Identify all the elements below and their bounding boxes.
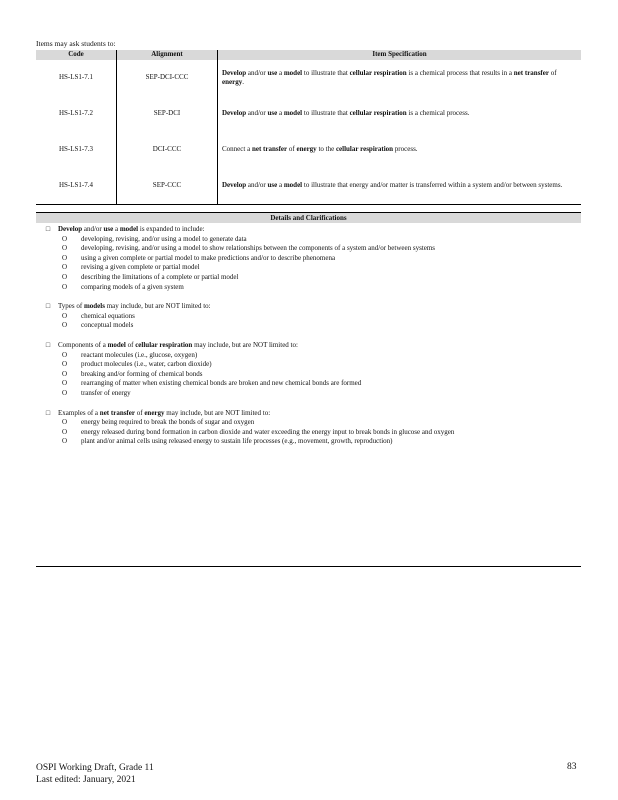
bold-term: model: [283, 68, 303, 77]
bold-term: net transfer: [99, 408, 135, 417]
bold-term: Develop: [58, 225, 83, 233]
section-heading: [36, 225, 581, 235]
sub-list: [36, 418, 581, 447]
list-item: [36, 273, 581, 283]
table-row: [36, 132, 581, 168]
list-item-text: breaking and/or forming of chemical bonds: [81, 369, 203, 378]
circle-bullet-icon: O: [62, 427, 68, 436]
section-heading-text: Examples of a net transfer of energy may include, but are NOT limited to:: [58, 408, 271, 417]
list-item-text: developing, revising, and/or using a model to show relationships between the components of a system and/or between systems: [81, 244, 436, 253]
list-item-text: energy released during bond formation in carbon dioxide and water exceeding the energy input to break bonds in glucose and oxygen: [81, 427, 455, 436]
section-heading-text: Components of a model of cellular respiration may include, but are NOT limited to:: [58, 340, 298, 349]
list-item-text: comparing models of a given system: [81, 282, 184, 291]
bold-term: use: [267, 68, 278, 77]
circle-bullet-icon: O: [62, 379, 68, 388]
bold-term: Develop: [222, 68, 247, 77]
section-heading: [36, 341, 581, 351]
item-specification-table: [36, 50, 581, 205]
list-item-text: product molecules (i.e., water, carbon dioxide): [81, 360, 212, 369]
bold-term: energy: [296, 145, 317, 154]
list-item: [36, 360, 581, 370]
sub-list: [36, 235, 581, 293]
table-row: [36, 168, 581, 205]
square-bullet-icon: □: [45, 225, 51, 233]
details-section: [36, 302, 581, 331]
footer-last-edited: Last edited: January, 2021: [36, 775, 136, 785]
page-footer: [36, 762, 154, 786]
bold-term: net transfer: [513, 68, 549, 77]
intro-text: Items may ask students to:: [36, 39, 116, 48]
circle-bullet-icon: O: [62, 437, 68, 446]
list-item: [36, 437, 581, 447]
sub-list: [36, 351, 581, 399]
list-item-text: chemical equations: [81, 311, 135, 320]
bold-term: Develop: [222, 181, 247, 190]
square-bullet-icon: □: [45, 408, 51, 417]
column-header-code: Code: [36, 50, 117, 60]
circle-bullet-icon: O: [62, 350, 68, 359]
list-item: [36, 235, 581, 245]
list-item: [36, 321, 581, 331]
list-item-text: rearranging of matter when existing chemical bonds are broken and new chemical bonds are formed: [81, 379, 362, 388]
list-item: [36, 370, 581, 380]
circle-bullet-icon: O: [62, 321, 68, 330]
circle-bullet-icon: O: [62, 418, 68, 427]
bold-term: energy: [222, 78, 243, 86]
bold-term: use: [103, 225, 114, 233]
details-section: [36, 341, 581, 399]
page-number: 83: [567, 762, 577, 772]
list-item-text: developing, revising, and/or using a model to generate data: [81, 234, 247, 243]
list-item-text: transfer of energy: [81, 388, 131, 397]
bold-term: use: [267, 109, 278, 118]
bold-term: model: [283, 109, 303, 118]
sub-list: [36, 312, 581, 331]
list-item: [36, 254, 581, 264]
bold-term: models: [83, 302, 105, 311]
list-item-text: energy being required to break the bonds of sugar and oxygen: [81, 418, 255, 427]
row-item-specification: Develop and/or use a model to illustrate that energy and/or matter is transferred within a system and/or between systems.: [218, 168, 582, 205]
row-alignment: DCI-CCC: [117, 132, 218, 168]
circle-bullet-icon: O: [62, 311, 68, 320]
bold-term: Develop: [222, 109, 247, 118]
circle-bullet-icon: O: [62, 369, 68, 378]
bold-term: model: [283, 181, 303, 190]
details-and-clarifications-body: [36, 225, 581, 457]
row-code: HS-LS1-7.1: [58, 73, 94, 82]
row-alignment: SEP-DCI: [117, 96, 218, 132]
circle-bullet-icon: O: [62, 282, 68, 291]
list-item: [36, 244, 581, 254]
row-alignment: SEP-DCI-CCC: [117, 60, 218, 96]
row-item-specification: Develop and/or use a model to illustrate that cellular respiration is a chemical process that results in a net transfer of energy.: [222, 68, 557, 86]
footer-draft-label: OSPI Working Draft, Grade 11: [36, 763, 154, 773]
details-and-clarifications-header: Details and Clarifications: [36, 212, 581, 223]
square-bullet-icon: □: [45, 302, 51, 311]
list-item-text: describing the limitations of a complete or partial model: [81, 272, 239, 281]
list-item-text: using a given complete or partial model to make predictions and/or to describe phenomena: [81, 253, 336, 262]
bold-term: energy: [144, 408, 165, 417]
bold-term: cellular respiration: [335, 145, 394, 154]
table-row: [36, 60, 581, 96]
bold-term: net transfer: [251, 145, 288, 154]
details-section: [36, 409, 581, 447]
list-item: [36, 418, 581, 428]
circle-bullet-icon: O: [62, 263, 68, 272]
table-header-row: [36, 50, 581, 60]
circle-bullet-icon: O: [62, 360, 68, 369]
list-item: [36, 428, 581, 438]
list-item: [36, 379, 581, 389]
circle-bullet-icon: O: [62, 272, 68, 281]
section-heading: [36, 302, 581, 312]
list-item-text: reactant molecules (i.e., glucose, oxygen): [81, 350, 198, 359]
column-header-alignment: Alignment: [117, 50, 218, 60]
list-item: [36, 351, 581, 361]
section-heading-text: Develop and/or use a model is expanded to include:: [58, 225, 205, 233]
list-item: [36, 389, 581, 399]
list-item: [36, 283, 581, 293]
row-alignment: SEP-CCC: [117, 168, 218, 205]
bold-term: cellular respiration: [349, 68, 407, 77]
bold-term: use: [267, 181, 278, 190]
row-item-specification: Develop and/or use a model to illustrate that cellular respiration is a chemical process.: [222, 109, 470, 118]
section-heading: [36, 409, 581, 419]
circle-bullet-icon: O: [62, 244, 68, 253]
details-section: [36, 225, 581, 292]
circle-bullet-icon: O: [62, 388, 68, 397]
bold-term: model: [107, 340, 126, 349]
square-bullet-icon: □: [45, 340, 51, 349]
circle-bullet-icon: O: [62, 234, 68, 243]
section-heading-text: Types of models may include, but are NOT limited to:: [58, 302, 211, 311]
table-row: [36, 96, 581, 132]
list-item-text: revising a given complete or partial model: [81, 263, 200, 272]
bold-term: model: [119, 225, 139, 233]
circle-bullet-icon: O: [62, 253, 68, 262]
list-item-text: conceptual models: [81, 321, 134, 330]
row-code: HS-LS1-7.2: [58, 109, 94, 118]
list-item-text: plant and/or animal cells using released energy to sustain life processes (e.g., movement, growth, reproduction): [81, 437, 393, 446]
bold-term: cellular respiration: [349, 109, 407, 118]
row-code: HS-LS1-7.4: [36, 168, 117, 205]
column-header-item-specification: Item Specification: [218, 50, 582, 60]
row-code: HS-LS1-7.3: [58, 145, 94, 154]
row-item-specification: Connect a net transfer of energy to the cellular respiration process.: [222, 145, 418, 154]
bold-term: cellular respiration: [135, 340, 193, 349]
list-item: [36, 263, 581, 273]
details-bottom-rule: [36, 566, 581, 567]
list-item: [36, 312, 581, 322]
